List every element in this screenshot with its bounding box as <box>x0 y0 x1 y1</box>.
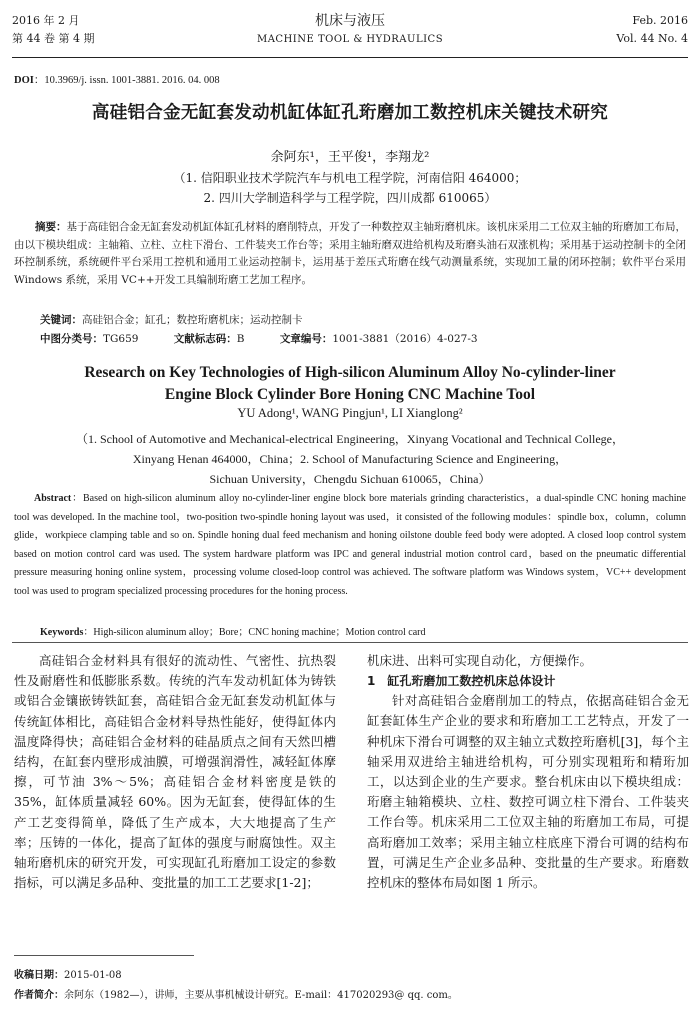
received-label: 收稿日期： <box>14 970 64 981</box>
abstract-en-text: ：Based on high-silicon aluminum alloy no-cylinder-liner engine block bore materials grinding characteristics，a dual-spindle CNC honing machine tool was developed. In the machine tool，two-position two-spindle honing layout was used，it consisted of the following modules：spindle box，column，column glide，workpiece clamping table and so on. Spindle honing dual feed mechanism and honing oilstone double feed body were adopted. A closed loop control system based on motion control card was used. The system hardware platform was IPC and general industrial motion control card，based on the pneumatic differential pressure measuring honing online system，processing volume closed-loop control was achieved. The software platform was Windows system，VC++ development tool was used to program specialized processing procedures for the honing process. <box>14 493 686 597</box>
paper-title-cn: 高硅铝合金无缸套发动机缸体缸孔珩磨加工数控机床关键技术研究 <box>91 103 609 123</box>
body-column-left <box>14 651 336 893</box>
abstract-cn-text: 基于高硅铝合金无缸套发动机缸体缸孔材料的磨削特点，开发了一种数控双主轴珩磨机床。该机床采用二工位双主轴的珩磨加工布局，由以下模块组成：主轴箱、立柱、立柱下滑台、工件装夹工作台等；采用主轴珩磨双进给机构及珩磨头油石双涨机构；采用基于运动控制卡的全闭环控制系统，系统硬件平台采用工控机和通用工业运动控制卡，运用基于差压式珩磨在线气动测量系统，实现加工量的闭环控制；软件平台采用 Windows 系统，采用 VC++开发工具编制珩磨工艺加工程序。 <box>14 221 686 286</box>
keywords-cn-text: 高硅铝合金；缸孔；数控珩磨机床；运动控制卡 <box>82 314 303 326</box>
keywords-cn <box>40 312 303 327</box>
abstract-en <box>14 490 686 601</box>
affiliation-en-2: Xinyang Henan 464000，China；2. School of Manufacturing Science and Engineering， <box>132 452 568 466</box>
journal-header <box>12 10 688 60</box>
clc-number <box>40 333 138 345</box>
body-paragraph-intro: 高硅铝合金材料具有很好的流动性、气密性、抗热裂性及耐磨性和低膨胀系数。传统的汽车发动机缸体为铸铁或铝合金镶嵌铸铁缸套，高硅铝合金无缸套发动机缸体与传统缸体相比，高硅铝合金材料导热性能好，使得缸体内温度降得快；高硅铝合金材料的硅晶质点之间有天然凹槽结构，在缸套内壁形成油膜，可增强润滑性，减轻缸体摩擦，可节油 3%～5%；高硅铝合金材料密度是铁的 35%，缸体质量减轻 60%。因为无缸套，使得缸体的生产工艺变得简单，降低了生产成本，大大地提高了生产率；压铸的一体化，提高了缸体的强度与耐腐蚀性。双主轴珩磨机床的研究开发，可实现缸孔珩磨加工设定的参数指标，可以满足多品种、变批量的加工工艺要求[1-2]； <box>14 653 336 891</box>
journal-name-en: MACHINE TOOL & HYDRAULICS <box>256 34 444 45</box>
document-code-value: B <box>236 333 245 345</box>
doi-label: DOI <box>14 75 34 86</box>
footnote-author <box>14 986 458 1001</box>
paper-title-en-line2: Engine Block Cylinder Bore Honing CNC Machine Tool <box>164 386 536 403</box>
body-paragraph-section-1: 针对高硅铝合金磨削加工的特点，依据高硅铝合金无缸套缸体生产企业的要求和珩磨加工工艺特点，开发了一种机床下滑台可调整的双主轴立式数控珩磨机[3]，每个主轴采用双进给主轴进给机构，可分别实现粗珩和精珩加工，以达到企业的生产要求。整台机床由以下模块组成：珩磨主轴箱模块、立柱、数控可调立柱下滑台、工件装夹工作台等。机床采用二工位双主轴的珩磨加工布局，可提高珩磨加工效率；采用主轴立柱底座下滑台可调的结构布置，可满足生产企业多品种、变批量的生产要求。珩磨数控机床的整体布局如图 1 所示。 <box>367 693 689 891</box>
clc-value: TG659 <box>103 333 139 345</box>
doi-value: ：10.3969/j. issn. 1001-3881. 2016. 04. 008 <box>33 75 220 86</box>
keywords-en <box>40 623 426 638</box>
document-code <box>174 333 245 345</box>
volume-cn: 第 44 卷 第 4 期 <box>12 32 95 45</box>
affiliation-cn-2: 2. 四川大学制造科学与工程学院，四川成都 610065） <box>203 191 497 205</box>
affiliations-en <box>0 429 700 489</box>
article-number <box>280 333 478 345</box>
abstract-cn-label: 摘要： <box>35 221 67 233</box>
abstract-en-label: Abstract <box>34 493 72 504</box>
issue-date-cn: 2016 年 2 月 <box>12 14 80 27</box>
affiliation-en-3: Sichuan University，Chengdu Sichuan 610065，China） <box>209 472 491 486</box>
keywords-en-text: ：High-silicon aluminum alloy；Bore；CNC honing machine；Motion control card <box>83 627 426 638</box>
document-code-label: 文献标志码： <box>173 333 237 345</box>
authors-en: YU Adong¹, WANG Pingjun¹, LI Xianglong² <box>237 406 463 420</box>
affiliation-cn-1: （1. 信阳职业技术学院汽车与机电工程学院，河南信阳 464000； <box>173 171 527 185</box>
classification-cn <box>40 331 508 346</box>
issue-info-en <box>616 12 688 48</box>
affiliations-cn <box>0 168 700 208</box>
issue-date-en: Feb. 2016 <box>632 14 688 27</box>
received-date: 2015-01-08 <box>64 970 122 981</box>
authors-cn: 余阿东¹，王平俊¹，李翔龙² <box>270 150 430 165</box>
section-heading-1: 1 缸孔珩磨加工数控机床总体设计 <box>367 674 556 689</box>
paper-title-en-line1: Research on Key Technologies of High-silicon Aluminum Alloy No-cylinder-liner <box>84 364 616 381</box>
body-paragraph-continued: 机床进、出料可实现自动化，方便操作。 <box>367 653 593 668</box>
footnote-rule <box>14 955 194 956</box>
affiliation-en-1: （1. School of Automotive and Mechanical-electrical Engineering，Xinyang Vocational and Technical College， <box>75 432 624 446</box>
paper-title-en <box>0 362 700 406</box>
author-bio-text: 余阿东（1982—），讲师，主要从事机械设计研究。E-mail：417020293@ qq. com。 <box>64 990 458 1001</box>
author-bio-label: 作者简介： <box>14 990 64 1001</box>
abstract-cn <box>14 219 686 289</box>
body-column-right <box>367 651 689 893</box>
doi-line <box>14 72 220 87</box>
article-number-value: 1001-3881（2016）4-027-3 <box>332 333 478 345</box>
keywords-en-label: Keywords <box>40 627 84 638</box>
keywords-cn-label: 关键词： <box>40 314 82 326</box>
article-number-label: 文章编号： <box>279 333 333 345</box>
journal-name <box>12 10 688 48</box>
journal-name-cn: 机床与液压 <box>315 13 385 29</box>
footnote-received <box>14 966 122 981</box>
header-rule <box>12 57 688 58</box>
volume-en: Vol. 44 No. 4 <box>616 32 688 45</box>
clc-label: 中图分类号： <box>40 333 103 345</box>
abstract-rule <box>12 642 688 643</box>
